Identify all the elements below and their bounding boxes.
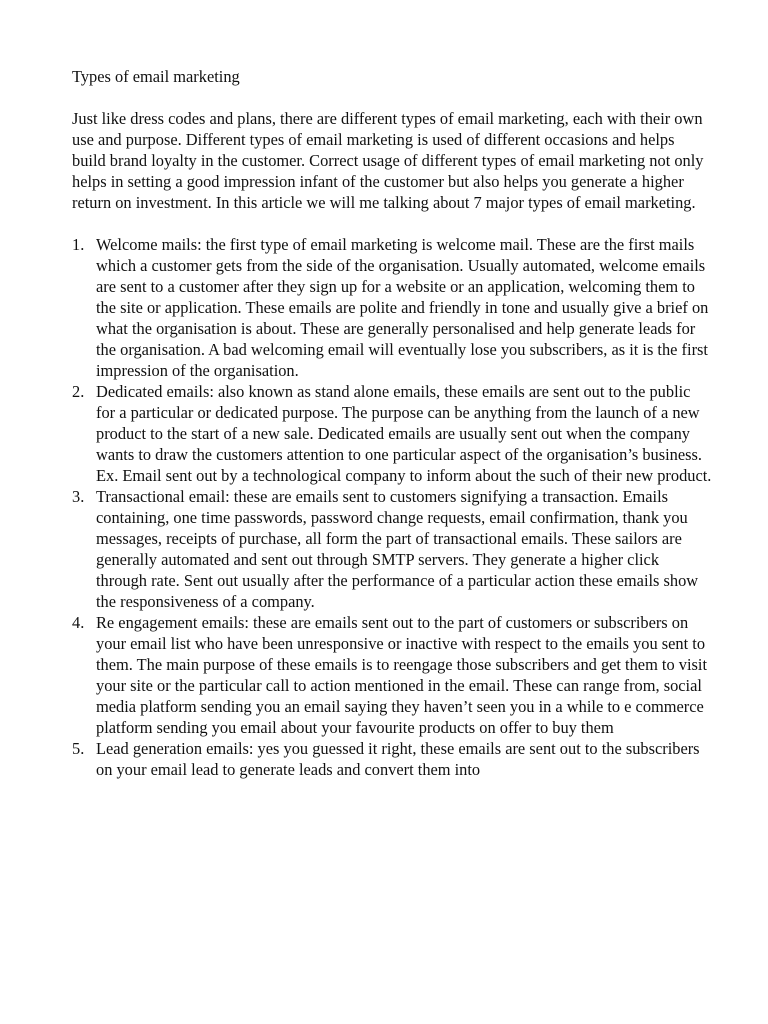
list-number: 3.	[72, 487, 85, 506]
list-number: 4.	[72, 613, 85, 632]
list-item-text: Welcome mails: the first type of email marketing is welcome mail. These are the first mails which a customer gets from the side of the organisation. Usually automated, welcome emails are sent to a customer after they sign up for a website or an application, welcoming them to the site or application. These emails are polite and friendly in tone and usually give a brief on what the organisation is about. These are generally personalised and help generate leads for the organisation. A bad welcoming email will eventually lose you subscribers, as it is the first impression of the organisation.	[96, 235, 709, 380]
list-number: 1.	[72, 235, 85, 254]
list-number: 2.	[72, 382, 85, 401]
email-types-list	[72, 234, 712, 780]
list-item-text: Re engagement emails: these are emails sent out to the part of customers or subscribers on your email list who have been unresponsive or inactive with respect to the emails you sent to them. The main purpose of these emails is to reengage those subscribers and get them to visit your site or the particular call to action mentioned in the email. These can range from, social media platform sending you an email saying they haven’t seen you in a while to e commerce platform sending you email about your favourite products on offer to buy them	[96, 613, 708, 737]
list-item-transactional	[72, 486, 712, 612]
list-item-re-engagement	[72, 612, 712, 738]
document-title: Types of email marketing	[72, 67, 240, 86]
intro-paragraph: Just like dress codes and plans, there are different types of email marketing, each with their own use and purpose. Different types of email marketing is used of different occasions and helps build brand loyalty in the customer. Correct usage of different types of email marketing not only helps in setting a good impression infant of the customer but also helps you generate a higher return on investment. In this article we will me talking about 7 major types of email marketing.	[72, 109, 704, 212]
list-item-text: Transactional email: these are emails sent to customers signifying a transaction. Emails containing, one time passwords, password change requests, email confirmation, thank you messages, receipts of purchase, all form the part of transactional emails. These sailors are generally automated and sent out through SMTP servers. They generate a higher click through rate. Sent out usually after the performance of a particular action these emails show the responsiveness of a company.	[96, 487, 699, 611]
list-item-lead-generation	[72, 738, 712, 780]
list-item-text: Lead generation emails: yes you guessed it right, these emails are sent out to the subscribers on your email lead to generate leads and convert them into	[96, 739, 700, 779]
list-item-welcome	[72, 234, 712, 381]
list-number: 5.	[72, 739, 85, 758]
document-page	[72, 66, 712, 780]
list-item-dedicated	[72, 381, 712, 486]
list-item-text: Dedicated emails: also known as stand alone emails, these emails are sent out to the public for a particular or dedicated purpose. The purpose can be anything from the launch of a new product to the start of a new sale. Dedicated emails are usually sent out when the company wants to draw the customers attention to one particular aspect of the organisation’s business. Ex. Email sent out by a technological company to inform about the such of their new product.	[96, 382, 712, 485]
